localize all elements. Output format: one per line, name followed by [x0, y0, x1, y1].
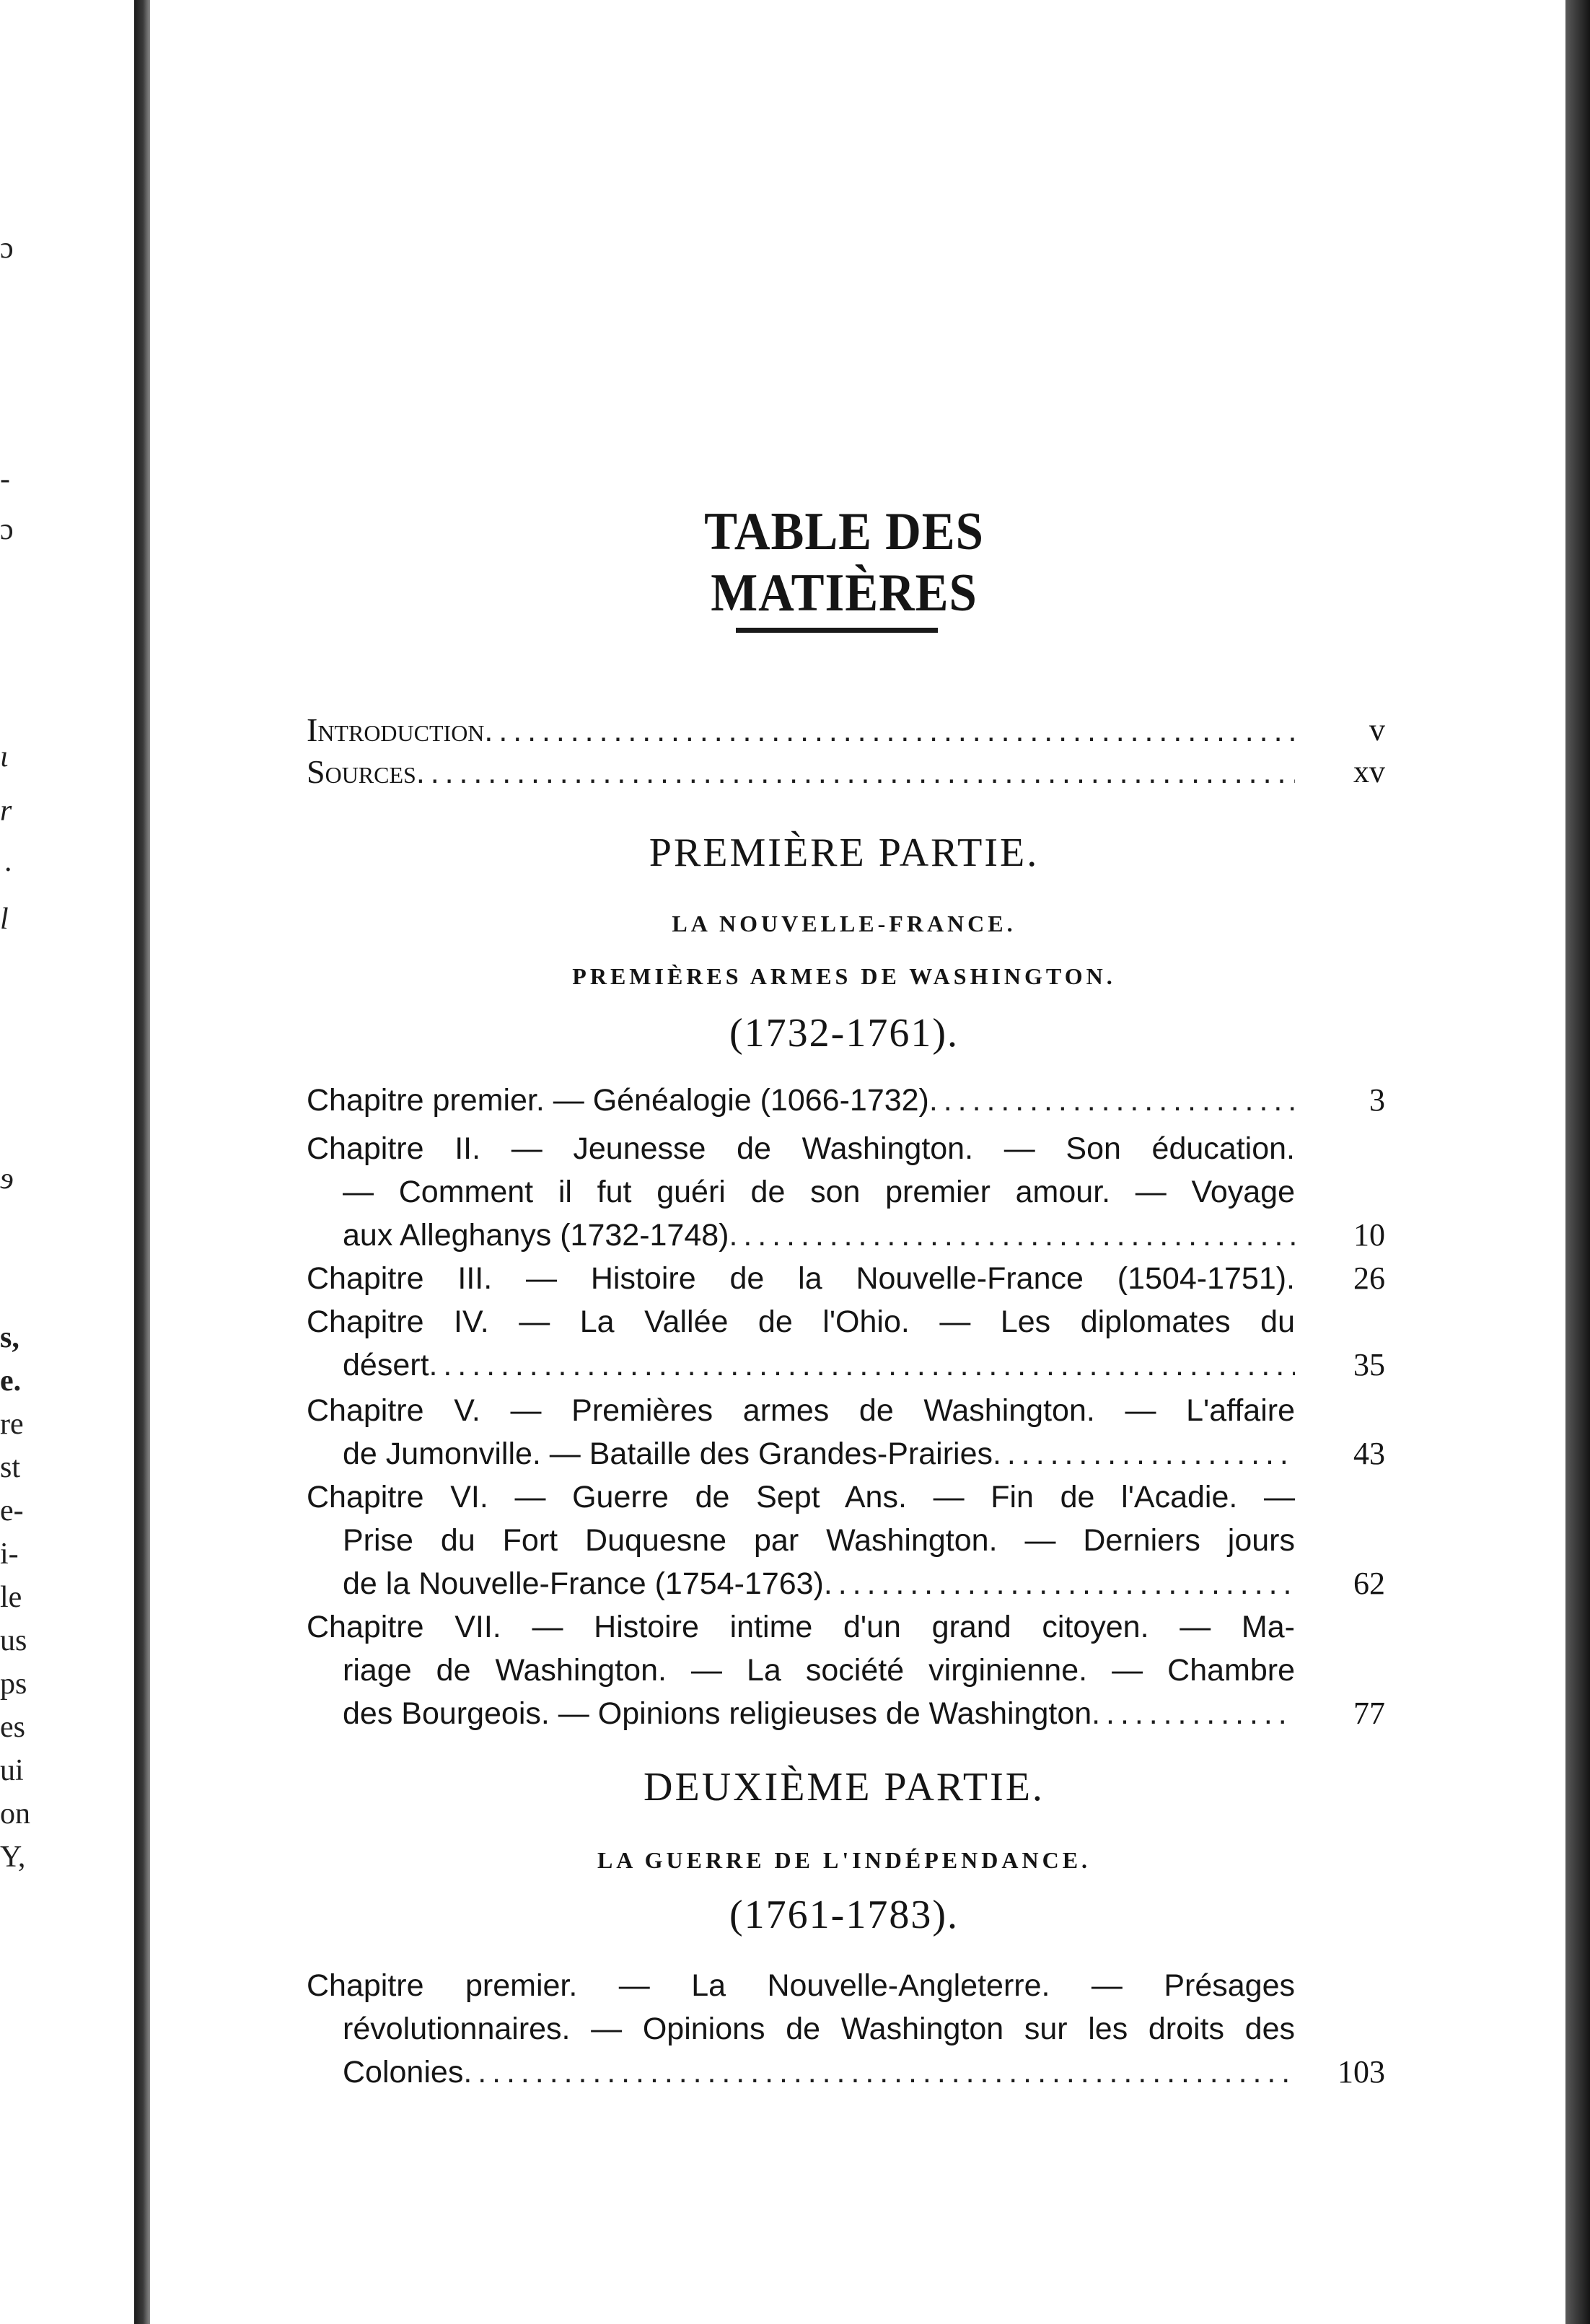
- margin-fragment: st: [0, 1451, 21, 1484]
- part-subtitle: LA NOUVELLE-FRANCE.: [672, 911, 1016, 937]
- page-title: TABLE DES MATIÈRES: [704, 502, 984, 623]
- leader-dots: [463, 2055, 1295, 2090]
- toc-entry-introduction[interactable]: [307, 709, 1295, 752]
- toc-entry-sources[interactable]: [307, 750, 1295, 794]
- margin-fragment: r: [0, 794, 12, 828]
- leader-dots: [1092, 1696, 1295, 1731]
- toc-entry-chapter[interactable]: Chapitre V. — Premières armes de Washington. — L'affaire: [307, 1393, 1295, 1428]
- page-edge: [1565, 0, 1590, 2324]
- toc-entry-chapter[interactable]: Chapitre III. — Histoire de la Nouvelle-France (1504-1751).: [307, 1261, 1295, 1296]
- toc-entry-chapter[interactable]: Chapitre VI. — Guerre de Sept Ans. — Fin de l'Acadie. —: [307, 1480, 1295, 1514]
- leader-dots: [729, 1218, 1295, 1253]
- margin-fragment: ui: [0, 1754, 24, 1787]
- toc-entry-chapter[interactable]: Chapitre IV. — La Vallée de l'Ohio. — Les diplomates du: [307, 1304, 1295, 1339]
- page-number: 10: [1353, 1217, 1385, 1253]
- margin-fragment: Y,: [0, 1841, 26, 1874]
- toc-entry-label: désert: [343, 1348, 429, 1382]
- margin-fragment: us: [0, 1624, 27, 1657]
- part-heading: PREMIÈRE PARTIE.: [649, 830, 1040, 875]
- leader-dots: [824, 1566, 1295, 1601]
- leader-dots: [416, 755, 1295, 790]
- margin-fragment: ɔ: [0, 232, 14, 265]
- margin-fragment: ɔ: [0, 513, 14, 546]
- toc-entry-chapter[interactable]: Chapitre premier. — La Nouvelle-Angleterre. — Présages: [307, 1968, 1295, 2003]
- toc-entry-label: de Jumonville. — Bataille des Grandes-Prairies: [343, 1437, 993, 1471]
- toc-entry-continuation: — Comment il fut guéri de son premier amour. — Voyage: [343, 1175, 1295, 1209]
- margin-fragment: l: [0, 903, 9, 936]
- book-spine: [134, 0, 150, 2324]
- margin-fragment: -: [0, 462, 10, 496]
- part-heading: DEUXIÈME PARTIE.: [644, 1765, 1045, 1810]
- toc-entry-chapter[interactable]: Chapitre II. — Jeunesse de Washington. — Son éducation.: [307, 1131, 1295, 1166]
- part-dates: (1761-1783).: [729, 1893, 959, 1937]
- page-number: 103: [1338, 2054, 1385, 2090]
- toc-entry-continuation: riage de Washington. — La société virginienne. — Chambre: [343, 1653, 1295, 1688]
- toc-entry-continuation: [343, 1562, 1295, 1605]
- toc-entry-continuation: [343, 1343, 1295, 1387]
- toc-entry-label: de la Nouvelle-France (1754-1763): [343, 1566, 824, 1601]
- part-dates: (1732-1761).: [729, 1011, 959, 1056]
- margin-fragment: es: [0, 1711, 25, 1744]
- page-number: 77: [1353, 1696, 1385, 1731]
- title-divider: [736, 628, 938, 633]
- toc-entry-label: Chapitre premier. — Généalogie (1066-1732): [307, 1083, 929, 1118]
- leader-dots: [929, 1083, 1295, 1118]
- toc-entry-continuation: [343, 1692, 1295, 1735]
- toc-entry-label: Colonies: [343, 2055, 464, 2090]
- page-number: 43: [1353, 1436, 1385, 1471]
- margin-fragment: e-: [0, 1494, 24, 1527]
- margin-fragment: ɘ: [0, 1162, 14, 1196]
- page-number: xv: [1353, 754, 1385, 789]
- leader-dots: [993, 1437, 1295, 1471]
- toc-entry-label: Introduction: [307, 711, 485, 748]
- page-number: 35: [1353, 1347, 1385, 1382]
- toc-entry-label: des Bourgeois. — Opinions religieuses de Washington: [343, 1696, 1092, 1731]
- toc-entry-continuation: révolutionnaires. — Opinions de Washington sur les droits des: [343, 2012, 1295, 2046]
- page-number: v: [1369, 712, 1385, 747]
- toc-entry-continuation: [343, 1214, 1295, 1257]
- page-number: 26: [1353, 1260, 1385, 1296]
- toc-entry-continuation: [343, 2051, 1295, 2094]
- margin-fragment: ι: [0, 740, 9, 773]
- toc-entry-continuation: Prise du Fort Duquesne par Washington. — Derniers jours: [343, 1523, 1295, 1558]
- margin-fragment: .: [4, 845, 12, 878]
- margin-fragment: on: [0, 1797, 30, 1830]
- leader-dots: [484, 714, 1295, 748]
- page-number: 62: [1353, 1566, 1385, 1601]
- leader-dots: [429, 1348, 1295, 1382]
- part-subtitle: LA GUERRE DE L'INDÉPENDANCE.: [597, 1847, 1092, 1873]
- margin-fragment: re: [0, 1408, 24, 1441]
- toc-entry-continuation: [343, 1432, 1295, 1475]
- margin-fragment: ps: [0, 1667, 27, 1701]
- part-subtitle: PREMIÈRES ARMES DE WASHINGTON.: [572, 963, 1116, 989]
- margin-fragment: s,: [0, 1321, 19, 1354]
- page-number: 3: [1369, 1082, 1385, 1118]
- facing-page-margin: [0, 0, 134, 2324]
- margin-fragment: e.: [0, 1364, 22, 1398]
- margin-fragment: i-: [0, 1538, 19, 1571]
- toc-entry-label: Sources: [307, 753, 416, 790]
- margin-fragment: le: [0, 1581, 22, 1614]
- toc-entry-chapter[interactable]: Chapitre VII. — Histoire intime d'un grand citoyen. — Ma-: [307, 1610, 1295, 1644]
- toc-entry-label: aux Alleghanys (1732-1748): [343, 1218, 729, 1253]
- toc-entry-chapter[interactable]: [307, 1079, 1295, 1122]
